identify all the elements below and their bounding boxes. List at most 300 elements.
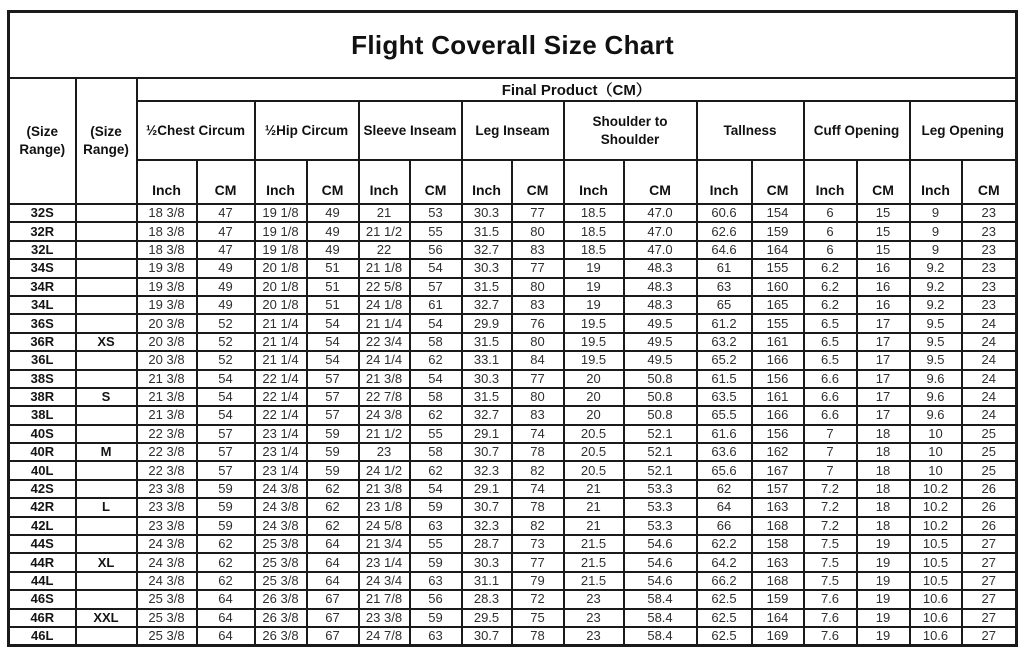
value-cell: 78 — [512, 498, 564, 516]
value-cell: 19.5 — [564, 333, 624, 351]
value-cell: 63.6 — [697, 443, 752, 461]
intl-size-cell — [76, 351, 137, 369]
value-cell: 54 — [410, 314, 462, 332]
value-cell: 52.1 — [624, 443, 697, 461]
intl-size-cell: XS — [76, 333, 137, 351]
intl-size-cell — [76, 296, 137, 314]
value-cell: 7.2 — [804, 498, 857, 516]
value-cell: 20 — [564, 388, 624, 406]
size-range-header-2: (Size Range) — [76, 78, 137, 204]
value-cell: 47.0 — [624, 222, 697, 240]
value-cell: 54.6 — [624, 572, 697, 590]
value-cell: 23 — [564, 590, 624, 608]
value-cell: 158 — [752, 535, 804, 553]
value-cell: 80 — [512, 222, 564, 240]
intl-size-cell — [76, 314, 137, 332]
unit-header-cuff-inch: Inch — [804, 160, 857, 204]
size-range-cell: 32S — [9, 204, 76, 222]
intl-size-cell — [76, 241, 137, 259]
value-cell: 17 — [857, 406, 910, 424]
value-cell: 59 — [197, 480, 255, 498]
value-cell: 28.7 — [462, 535, 512, 553]
value-cell: 59 — [410, 498, 462, 516]
value-cell: 19 3/8 — [137, 278, 197, 296]
value-cell: 30.3 — [462, 370, 512, 388]
value-cell: 58.4 — [624, 590, 697, 608]
value-cell: 7 — [804, 443, 857, 461]
size-range-cell: 40L — [9, 461, 76, 479]
value-cell: 31.5 — [462, 333, 512, 351]
value-cell: 48.3 — [624, 278, 697, 296]
value-cell: 19 — [857, 627, 910, 646]
value-cell: 10.6 — [910, 627, 962, 646]
value-cell: 18 3/8 — [137, 222, 197, 240]
size-range-cell: 44S — [9, 535, 76, 553]
value-cell: 50.8 — [624, 406, 697, 424]
value-cell: 18.5 — [564, 222, 624, 240]
intl-size-cell — [76, 222, 137, 240]
value-cell: 21 3/8 — [137, 406, 197, 424]
value-cell: 10.2 — [910, 517, 962, 535]
value-cell: 57 — [197, 461, 255, 479]
value-cell: 6.5 — [804, 333, 857, 351]
size-range-cell: 38S — [9, 370, 76, 388]
value-cell: 47 — [197, 241, 255, 259]
value-cell: 51 — [307, 278, 359, 296]
value-cell: 10.5 — [910, 553, 962, 571]
value-cell: 164 — [752, 609, 804, 627]
table-row — [9, 406, 1017, 424]
table-row — [9, 572, 1017, 590]
value-cell: 19 — [857, 572, 910, 590]
intl-size-cell — [76, 572, 137, 590]
unit-header-cuff-cm: CM — [857, 160, 910, 204]
value-cell: 80 — [512, 388, 564, 406]
size-range-cell: 32L — [9, 241, 76, 259]
value-cell: 54 — [307, 333, 359, 351]
value-cell: 161 — [752, 388, 804, 406]
size-chart-body — [9, 204, 1017, 646]
value-cell: 83 — [512, 296, 564, 314]
unit-header-sleeve-inch: Inch — [359, 160, 410, 204]
size-chart-table — [7, 10, 1018, 647]
value-cell: 20 — [564, 406, 624, 424]
value-cell: 19 — [857, 609, 910, 627]
value-cell: 62 — [307, 517, 359, 535]
table-row — [9, 498, 1017, 516]
value-cell: 21.5 — [564, 553, 624, 571]
value-cell: 159 — [752, 590, 804, 608]
value-cell: 25 — [962, 461, 1017, 479]
value-cell: 62 — [307, 498, 359, 516]
value-cell: 21 1/2 — [359, 222, 410, 240]
value-cell: 20 1/8 — [255, 278, 307, 296]
value-cell: 61 — [410, 296, 462, 314]
table-row — [9, 535, 1017, 553]
value-cell: 30.7 — [462, 627, 512, 646]
value-cell: 24 1/2 — [359, 461, 410, 479]
value-cell: 59 — [197, 498, 255, 516]
size-range-cell: 36R — [9, 333, 76, 351]
value-cell: 166 — [752, 351, 804, 369]
value-cell: 66 — [697, 517, 752, 535]
value-cell: 166 — [752, 406, 804, 424]
value-cell: 23 — [962, 222, 1017, 240]
unit-header-hip-inch: Inch — [255, 160, 307, 204]
value-cell: 9.2 — [910, 259, 962, 277]
value-cell: 10.5 — [910, 535, 962, 553]
value-cell: 19 — [564, 296, 624, 314]
group-header-row — [9, 101, 1017, 160]
value-cell: 29.9 — [462, 314, 512, 332]
value-cell: 59 — [307, 461, 359, 479]
value-cell: 53 — [410, 204, 462, 222]
value-cell: 17 — [857, 333, 910, 351]
value-cell: 23 1/4 — [255, 443, 307, 461]
size-range-cell: 46S — [9, 590, 76, 608]
value-cell: 54.6 — [624, 553, 697, 571]
size-range-cell: 42S — [9, 480, 76, 498]
value-cell: 23 — [962, 259, 1017, 277]
table-row — [9, 388, 1017, 406]
value-cell: 7.5 — [804, 553, 857, 571]
table-row — [9, 314, 1017, 332]
value-cell: 75 — [512, 609, 564, 627]
value-cell: 54 — [307, 314, 359, 332]
value-cell: 61 — [697, 259, 752, 277]
value-cell: 17 — [857, 351, 910, 369]
value-cell: 55 — [410, 535, 462, 553]
value-cell: 21.5 — [564, 572, 624, 590]
value-cell: 7 — [804, 425, 857, 443]
value-cell: 72 — [512, 590, 564, 608]
size-range-cell: 40R — [9, 443, 76, 461]
value-cell: 19 1/8 — [255, 204, 307, 222]
value-cell: 76 — [512, 314, 564, 332]
value-cell: 23 — [962, 296, 1017, 314]
value-cell: 22 7/8 — [359, 388, 410, 406]
size-range-cell: 36L — [9, 351, 76, 369]
value-cell: 167 — [752, 461, 804, 479]
value-cell: 18 — [857, 498, 910, 516]
value-cell: 22 1/4 — [255, 388, 307, 406]
value-cell: 33.1 — [462, 351, 512, 369]
intl-size-cell — [76, 370, 137, 388]
value-cell: 26 3/8 — [255, 627, 307, 646]
value-cell: 84 — [512, 351, 564, 369]
size-range-cell: 34R — [9, 278, 76, 296]
value-cell: 49 — [307, 241, 359, 259]
value-cell: 29.1 — [462, 425, 512, 443]
value-cell: 21 3/8 — [359, 370, 410, 388]
value-cell: 24 3/8 — [255, 498, 307, 516]
value-cell: 24 — [962, 388, 1017, 406]
value-cell: 55 — [410, 222, 462, 240]
unit-header-shoulder-cm: CM — [624, 160, 697, 204]
value-cell: 10.6 — [910, 609, 962, 627]
value-cell: 49.5 — [624, 314, 697, 332]
size-range-cell: 46L — [9, 627, 76, 646]
value-cell: 20.5 — [564, 425, 624, 443]
value-cell: 25 3/8 — [137, 609, 197, 627]
value-cell: 47 — [197, 222, 255, 240]
value-cell: 63 — [697, 278, 752, 296]
intl-size-cell — [76, 627, 137, 646]
value-cell: 26 — [962, 480, 1017, 498]
value-cell: 7 — [804, 461, 857, 479]
value-cell: 54 — [197, 388, 255, 406]
value-cell: 21 — [564, 517, 624, 535]
value-cell: 10 — [910, 443, 962, 461]
value-cell: 25 — [962, 443, 1017, 461]
value-cell: 56 — [410, 590, 462, 608]
unit-header-legopen-cm: CM — [962, 160, 1017, 204]
value-cell: 162 — [752, 443, 804, 461]
value-cell: 54 — [307, 351, 359, 369]
value-cell: 26 — [962, 498, 1017, 516]
value-cell: 10.2 — [910, 498, 962, 516]
value-cell: 20.5 — [564, 443, 624, 461]
value-cell: 27 — [962, 627, 1017, 646]
value-cell: 54 — [197, 370, 255, 388]
value-cell: 32.7 — [462, 296, 512, 314]
value-cell: 19 — [857, 590, 910, 608]
value-cell: 154 — [752, 204, 804, 222]
value-cell: 6.2 — [804, 296, 857, 314]
size-range-cell: 38R — [9, 388, 76, 406]
value-cell: 50.8 — [624, 370, 697, 388]
value-cell: 59 — [410, 609, 462, 627]
value-cell: 9.5 — [910, 351, 962, 369]
value-cell: 74 — [512, 480, 564, 498]
value-cell: 7.5 — [804, 535, 857, 553]
value-cell: 64.2 — [697, 553, 752, 571]
value-cell: 30.3 — [462, 204, 512, 222]
value-cell: 24 1/4 — [359, 351, 410, 369]
value-cell: 20 3/8 — [137, 314, 197, 332]
unit-header-legopen-inch: Inch — [910, 160, 962, 204]
value-cell: 62 — [410, 461, 462, 479]
value-cell: 58.4 — [624, 609, 697, 627]
value-cell: 18.5 — [564, 241, 624, 259]
value-cell: 53.3 — [624, 517, 697, 535]
value-cell: 64 — [197, 609, 255, 627]
table-row — [9, 553, 1017, 571]
value-cell: 165 — [752, 296, 804, 314]
unit-header-hip-cm: CM — [307, 160, 359, 204]
table-row — [9, 461, 1017, 479]
value-cell: 23 — [962, 241, 1017, 259]
value-cell: 168 — [752, 572, 804, 590]
value-cell: 57 — [410, 278, 462, 296]
value-cell: 27 — [962, 609, 1017, 627]
value-cell: 20 1/8 — [255, 296, 307, 314]
value-cell: 62 — [197, 535, 255, 553]
value-cell: 9.2 — [910, 278, 962, 296]
value-cell: 25 3/8 — [255, 572, 307, 590]
value-cell: 54 — [410, 480, 462, 498]
final-product-header: Final Product（CM） — [137, 78, 1017, 101]
value-cell: 77 — [512, 259, 564, 277]
value-cell: 47.0 — [624, 204, 697, 222]
value-cell: 54 — [197, 406, 255, 424]
table-row — [9, 333, 1017, 351]
value-cell: 32.3 — [462, 517, 512, 535]
table-row — [9, 627, 1017, 646]
value-cell: 64 — [307, 572, 359, 590]
value-cell: 29.1 — [462, 480, 512, 498]
group-header-leg-inseam: Leg Inseam — [462, 101, 564, 160]
intl-size-cell: XL — [76, 553, 137, 571]
value-cell: 9 — [910, 222, 962, 240]
value-cell: 31.5 — [462, 222, 512, 240]
value-cell: 30.7 — [462, 498, 512, 516]
value-cell: 156 — [752, 370, 804, 388]
value-cell: 47 — [197, 204, 255, 222]
value-cell: 18 3/8 — [137, 241, 197, 259]
value-cell: 48.3 — [624, 296, 697, 314]
value-cell: 27 — [962, 553, 1017, 571]
value-cell: 80 — [512, 278, 564, 296]
size-chart-container — [7, 10, 1018, 647]
value-cell: 6.2 — [804, 278, 857, 296]
value-cell: 64 — [197, 627, 255, 646]
value-cell: 73 — [512, 535, 564, 553]
value-cell: 63 — [410, 627, 462, 646]
value-cell: 62.5 — [697, 590, 752, 608]
intl-size-cell — [76, 425, 137, 443]
value-cell: 10.2 — [910, 480, 962, 498]
value-cell: 16 — [857, 296, 910, 314]
table-row — [9, 370, 1017, 388]
value-cell: 52.1 — [624, 425, 697, 443]
value-cell: 24 — [962, 351, 1017, 369]
value-cell: 62 — [197, 553, 255, 571]
value-cell: 52.1 — [624, 461, 697, 479]
value-cell: 24 3/8 — [137, 553, 197, 571]
value-cell: 64 — [197, 590, 255, 608]
value-cell: 21 — [359, 204, 410, 222]
value-cell: 77 — [512, 370, 564, 388]
value-cell: 52 — [197, 333, 255, 351]
value-cell: 62 — [197, 572, 255, 590]
intl-size-cell — [76, 461, 137, 479]
value-cell: 50.8 — [624, 388, 697, 406]
value-cell: 22 1/4 — [255, 370, 307, 388]
value-cell: 32.7 — [462, 406, 512, 424]
value-cell: 19.5 — [564, 314, 624, 332]
value-cell: 23 3/8 — [137, 480, 197, 498]
value-cell: 23 — [962, 204, 1017, 222]
value-cell: 78 — [512, 627, 564, 646]
value-cell: 31.1 — [462, 572, 512, 590]
value-cell: 169 — [752, 627, 804, 646]
value-cell: 18 — [857, 425, 910, 443]
value-cell: 24 — [962, 314, 1017, 332]
unit-header-leg-inseam-cm: CM — [512, 160, 564, 204]
value-cell: 64 — [307, 535, 359, 553]
unit-header-chest-cm: CM — [197, 160, 255, 204]
value-cell: 27 — [962, 535, 1017, 553]
value-cell: 24 — [962, 406, 1017, 424]
value-cell: 49 — [307, 222, 359, 240]
value-cell: 159 — [752, 222, 804, 240]
value-cell: 21 1/4 — [359, 314, 410, 332]
value-cell: 21.5 — [564, 535, 624, 553]
value-cell: 6 — [804, 222, 857, 240]
value-cell: 18 — [857, 517, 910, 535]
value-cell: 63.2 — [697, 333, 752, 351]
intl-size-cell — [76, 517, 137, 535]
table-row — [9, 296, 1017, 314]
value-cell: 7.2 — [804, 517, 857, 535]
value-cell: 155 — [752, 314, 804, 332]
value-cell: 20 — [564, 370, 624, 388]
value-cell: 83 — [512, 241, 564, 259]
value-cell: 6.6 — [804, 370, 857, 388]
table-row — [9, 278, 1017, 296]
table-row — [9, 351, 1017, 369]
value-cell: 6 — [804, 204, 857, 222]
value-cell: 62 — [410, 351, 462, 369]
value-cell: 48.3 — [624, 259, 697, 277]
table-row — [9, 517, 1017, 535]
size-range-cell: 42R — [9, 498, 76, 516]
value-cell: 10 — [910, 461, 962, 479]
value-cell: 22 3/4 — [359, 333, 410, 351]
value-cell: 49 — [197, 278, 255, 296]
value-cell: 24 — [962, 370, 1017, 388]
value-cell: 49 — [197, 259, 255, 277]
value-cell: 77 — [512, 553, 564, 571]
value-cell: 21 3/8 — [137, 388, 197, 406]
value-cell: 161 — [752, 333, 804, 351]
value-cell: 52 — [197, 351, 255, 369]
value-cell: 64 — [697, 498, 752, 516]
size-range-cell: 38L — [9, 406, 76, 424]
value-cell: 77 — [512, 204, 564, 222]
value-cell: 61.6 — [697, 425, 752, 443]
value-cell: 25 3/8 — [137, 590, 197, 608]
value-cell: 6.5 — [804, 314, 857, 332]
value-cell: 15 — [857, 241, 910, 259]
intl-size-cell — [76, 278, 137, 296]
value-cell: 7.2 — [804, 480, 857, 498]
value-cell: 25 — [962, 425, 1017, 443]
size-range-cell: 44R — [9, 553, 76, 571]
value-cell: 53.3 — [624, 498, 697, 516]
unit-header-sleeve-cm: CM — [410, 160, 462, 204]
value-cell: 19 1/8 — [255, 222, 307, 240]
value-cell: 61.2 — [697, 314, 752, 332]
value-cell: 23 — [564, 627, 624, 646]
value-cell: 6.5 — [804, 351, 857, 369]
unit-header-tallness-cm: CM — [752, 160, 804, 204]
value-cell: 27 — [962, 590, 1017, 608]
value-cell: 10.6 — [910, 590, 962, 608]
value-cell: 59 — [197, 517, 255, 535]
value-cell: 80 — [512, 333, 564, 351]
value-cell: 64.6 — [697, 241, 752, 259]
value-cell: 18.5 — [564, 204, 624, 222]
intl-size-cell — [76, 480, 137, 498]
value-cell: 59 — [410, 553, 462, 571]
group-header-sleeve-inseam: Sleeve Inseam — [359, 101, 462, 160]
value-cell: 21 1/4 — [255, 351, 307, 369]
value-cell: 67 — [307, 590, 359, 608]
value-cell: 155 — [752, 259, 804, 277]
value-cell: 61.5 — [697, 370, 752, 388]
